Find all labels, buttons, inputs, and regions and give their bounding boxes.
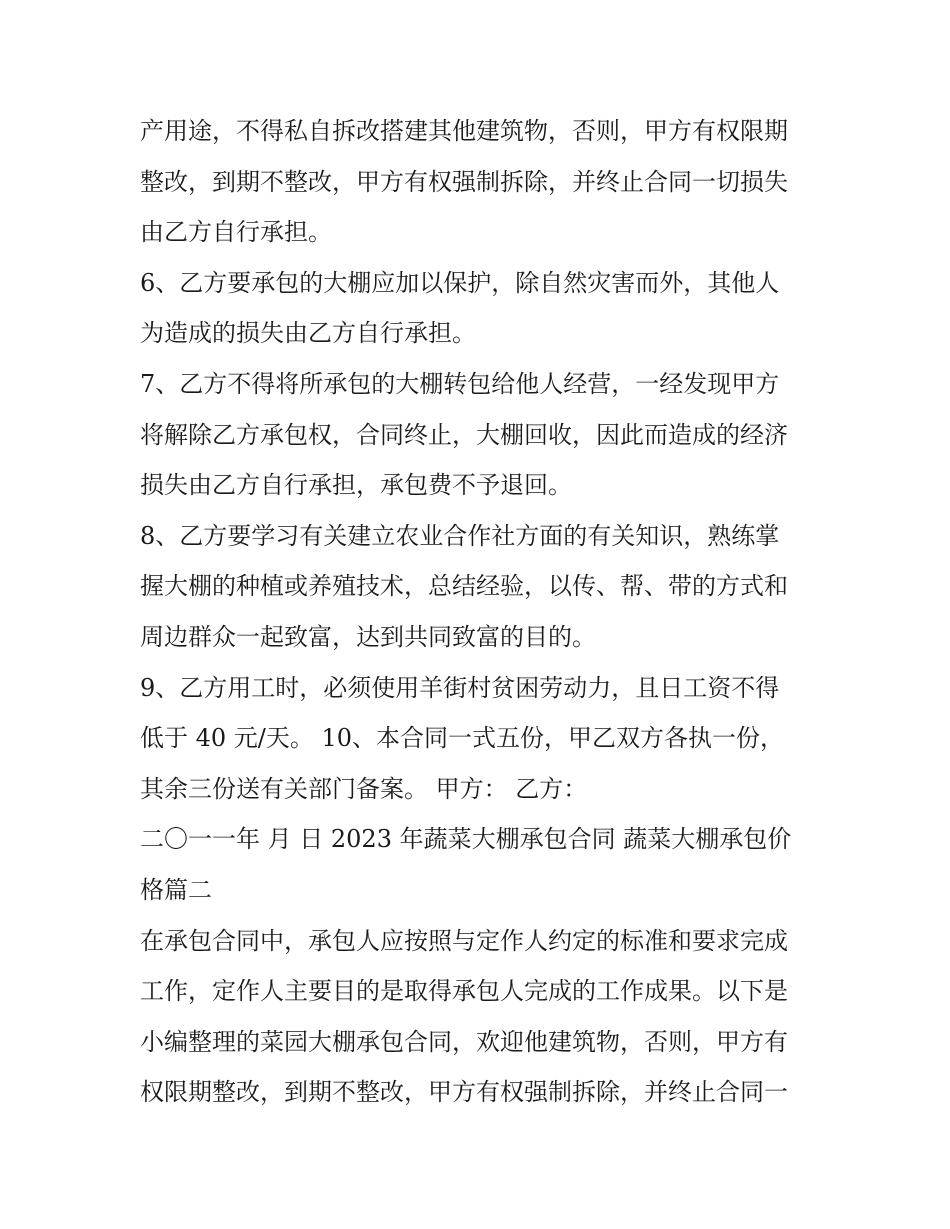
text-line: 产用途，不得私自拆改搭建其他建筑物，否则，甲方有权限期 — [140, 117, 788, 145]
text-line: 7、乙方不得将所承包的大棚转包给他人经营，一经发现甲方 — [140, 369, 780, 398]
text-line: 其余三份送有关部门备案。 甲方： 乙方： — [140, 774, 588, 803]
text-line: 6、乙方要承包的大棚应加以保护，除自然灾害而外，其他人 — [140, 268, 780, 297]
text-line: 小编整理的菜园大棚承包合同，欢迎他建筑物，否则，甲方有 — [140, 1027, 788, 1056]
text-line: 在承包合同中，承包人应按照与定作人约定的标准和要求完成 — [140, 926, 788, 955]
text-line: 工作，定作人主要目的是取得承包人完成的工作成果。以下是 — [140, 977, 788, 1006]
document-body — [140, 106, 820, 1118]
text-line: 低于 40 元/天。 10、本合同一式五份，甲乙双方各执一份， — [140, 724, 785, 753]
text-line: 8、乙方要学习有关建立农业合作社方面的有关知识，熟练掌 — [140, 521, 780, 550]
text-line: 9、乙方用工时，必须使用羊街村贫困劳动力，且日工资不得 — [140, 673, 780, 702]
text-line: 格篇二 — [140, 875, 212, 904]
text-line: 损失由乙方自行承担，承包费不予退回。 — [140, 471, 572, 500]
text-line: 握大棚的种植或养殖技术，总结经验，以传、帮、带的方式和 — [140, 572, 788, 601]
text-line: 由乙方自行承担。 — [140, 218, 332, 247]
text-line: 周边群众一起致富，达到共同致富的目的。 — [140, 622, 596, 651]
text-line: 将解除乙方承包权，合同终止，大棚回收，因此而造成的经济 — [140, 420, 788, 449]
text-line: 整改，到期不整改，甲方有权强制拆除，并终止合同一切损失 — [140, 167, 788, 196]
text-line: 权限期整改，到期不整改，甲方有权强制拆除，并终止合同一 — [140, 1078, 788, 1107]
text-line: 为造成的损失由乙方自行承担。 — [140, 319, 476, 348]
text-line: 二〇一一年 月 日 2023 年蔬菜大棚承包合同 蔬菜大棚承包价 — [140, 825, 792, 854]
